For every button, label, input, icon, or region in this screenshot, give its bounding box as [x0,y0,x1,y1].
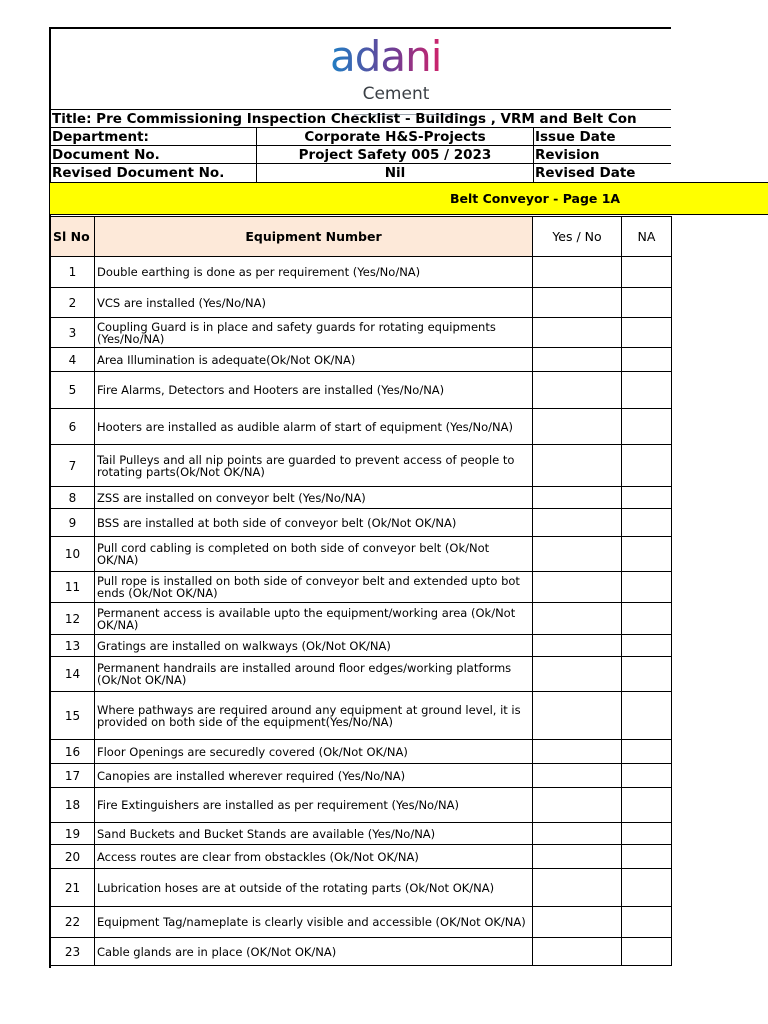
row-number: 14 [51,657,95,692]
yes-no-cell[interactable] [533,845,622,869]
row-number: 21 [51,869,95,907]
table-row [51,788,672,823]
na-cell[interactable] [622,372,672,409]
checklist-item-text: Hooters are installed as audible alarm of start of equipment (Yes/No/NA) [95,409,533,445]
row-number: 15 [51,692,95,740]
adani-logo-icon [320,34,470,80]
checklist-item-text: Permanent access is available upto the equipment/working area (Ok/Not OK/NA) [95,603,533,635]
na-cell[interactable] [622,740,672,764]
col-sl-no: Sl No [51,217,95,257]
na-cell[interactable] [622,764,672,788]
row-number: 23 [51,938,95,966]
logo-wordmark: adani [330,34,442,80]
row-number: 18 [51,788,95,823]
row-number: 20 [51,845,95,869]
logo-subtitle: Cement [362,84,430,104]
yes-no-cell[interactable] [533,907,622,938]
yes-no-cell[interactable] [533,288,622,318]
revised-document-label: Revised Document No. [52,165,225,181]
row-number: 5 [51,372,95,409]
table-row [51,348,672,372]
checklist-item-text: VCS are installed (Yes/No/NA) [95,288,533,318]
yes-no-cell[interactable] [533,487,622,509]
table-row [51,764,672,788]
department-value: Corporate H&S-Projects [256,128,533,145]
row-number: 7 [51,445,95,487]
col-yes-no: Yes / No [533,217,622,257]
yes-no-cell[interactable] [533,537,622,572]
na-cell[interactable] [622,845,672,869]
yes-no-cell[interactable] [533,938,622,966]
yes-no-cell[interactable] [533,657,622,692]
row-number: 17 [51,764,95,788]
section-banner [50,182,768,215]
col-equipment-number: Equipment Number [95,217,533,257]
yes-no-cell[interactable] [533,869,622,907]
document-no-row [50,145,671,163]
yes-no-cell[interactable] [533,764,622,788]
row-number: 13 [51,635,95,657]
banner-title: Belt Conveyor - Page 1A [450,191,621,206]
na-cell[interactable] [622,318,672,348]
checklist-item-text: Fire Extinguishers are installed as per requirement (Yes/No/NA) [95,788,533,823]
checklist-item-text: Cable glands are in place (OK/Not OK/NA) [95,938,533,966]
yes-no-cell[interactable] [533,692,622,740]
table-row [51,603,672,635]
na-cell[interactable] [622,445,672,487]
checklist-item-text: Pull rope is installed on both side of conveyor belt and extended upto bot ends (Ok/Not OK/NA) [95,572,533,603]
title-row [50,109,671,127]
table-row [51,657,672,692]
department-row [50,127,671,145]
checklist-item-text: Tail Pulleys and all nip points are guarded to prevent access of people to rotating parts(Ok/Not OK/NA) [95,445,533,487]
sheet-top-border [50,27,671,29]
document-no-value: Project Safety 005 / 2023 [256,146,533,163]
table-row [51,372,672,409]
table-row [51,257,672,288]
table-row [51,509,672,537]
row-number: 4 [51,348,95,372]
row-number: 9 [51,509,95,537]
table-row [51,845,672,869]
checklist-item-text: Area Illumination is adequate(Ok/Not OK/NA) [95,348,533,372]
na-cell[interactable] [622,692,672,740]
checklist-item-text: Gratings are installed on walkways (Ok/Not OK/NA) [95,635,533,657]
document-no-label: Document No. [52,146,160,163]
row-number: 22 [51,907,95,938]
revised-document-row [50,163,671,182]
revised-document-value: Nil [256,164,533,182]
table-row [51,487,672,509]
na-cell[interactable] [622,487,672,509]
checklist-item-text: Pull cord cabling is completed on both side of conveyor belt (Ok/Not OK/NA) [95,537,533,572]
yes-no-cell[interactable] [533,509,622,537]
table-row [51,635,672,657]
yes-no-cell[interactable] [533,635,622,657]
yes-no-cell[interactable] [533,740,622,764]
na-cell[interactable] [622,288,672,318]
document-title: Title: Pre Commissioning Inspection Checklist - Buildings , VRM and Belt Con [52,110,637,127]
row-number: 11 [51,572,95,603]
yes-no-cell[interactable] [533,823,622,845]
table-row [51,938,672,966]
table-header-row [51,217,672,257]
checklist-item-text: Coupling Guard is in place and safety guards for rotating equipments (Yes/No/NA) [95,318,533,348]
yes-no-cell[interactable] [533,372,622,409]
department-label: Department: [52,128,149,145]
row-number: 12 [51,603,95,635]
checklist-item-text: Permanent handrails are installed around floor edges/working platforms (Ok/Not OK/NA) [95,657,533,692]
table-row [51,537,672,572]
checklist-item-text: Equipment Tag/nameplate is clearly visible and accessible (OK/Not OK/NA) [95,907,533,938]
yes-no-cell[interactable] [533,257,622,288]
row-number: 3 [51,318,95,348]
yes-no-cell[interactable] [533,348,622,372]
revised-date-label: Revised Date [533,164,671,182]
checklist-item-text: Access routes are clear from obstackles (Ok/Not OK/NA) [95,845,533,869]
checklist-item-text: Canopies are installed wherever required (Yes/No/NA) [95,764,533,788]
na-cell[interactable] [622,823,672,845]
checklist-item-text: BSS are installed at both side of conveyor belt (Ok/Not OK/NA) [95,509,533,537]
table-row [51,572,672,603]
table-row [51,445,672,487]
table-row [51,692,672,740]
row-number: 8 [51,487,95,509]
table-row [51,907,672,938]
revision-label: Revision [533,146,671,163]
col-na: NA [622,217,672,257]
yes-no-cell[interactable] [533,445,622,487]
checklist-item-text: Floor Openings are securedly covered (Ok/Not OK/NA) [95,740,533,764]
yes-no-cell[interactable] [533,409,622,445]
na-cell[interactable] [622,509,672,537]
table-row [51,409,672,445]
table-row [51,740,672,764]
yes-no-cell[interactable] [533,788,622,823]
na-cell[interactable] [622,907,672,938]
yes-no-cell[interactable] [533,603,622,635]
checklist-item-text: Lubrication hoses are at outside of the rotating parts (Ok/Not OK/NA) [95,869,533,907]
row-number: 6 [51,409,95,445]
row-number: 2 [51,288,95,318]
checklist-item-text: Fire Alarms, Detectors and Hooters are installed (Yes/No/NA) [95,372,533,409]
table-row [51,823,672,845]
checklist-table [50,216,672,966]
na-cell[interactable] [622,869,672,907]
na-cell[interactable] [622,788,672,823]
table-row [51,288,672,318]
checklist-item-text: Double earthing is done as per requirement (Yes/No/NA) [95,257,533,288]
checklist-item-text: Sand Buckets and Bucket Stands are available (Yes/No/NA) [95,823,533,845]
row-number: 16 [51,740,95,764]
issue-date-label: Issue Date [533,128,671,145]
na-cell[interactable] [622,257,672,288]
checklist-item-text: ZSS are installed on conveyor belt (Yes/No/NA) [95,487,533,509]
na-cell[interactable] [622,603,672,635]
na-cell[interactable] [622,657,672,692]
yes-no-cell[interactable] [533,572,622,603]
checklist-item-text: Where pathways are required around any equipment at ground level, it is provided on both side of the equipment(Yes/No/NA) [95,692,533,740]
na-cell[interactable] [622,938,672,966]
na-cell[interactable] [622,537,672,572]
row-number: 1 [51,257,95,288]
na-cell[interactable] [622,572,672,603]
table-row [51,869,672,907]
na-cell[interactable] [622,409,672,445]
row-number: 19 [51,823,95,845]
na-cell[interactable] [622,348,672,372]
table-row [51,318,672,348]
row-number: 10 [51,537,95,572]
na-cell[interactable] [622,635,672,657]
yes-no-cell[interactable] [533,318,622,348]
